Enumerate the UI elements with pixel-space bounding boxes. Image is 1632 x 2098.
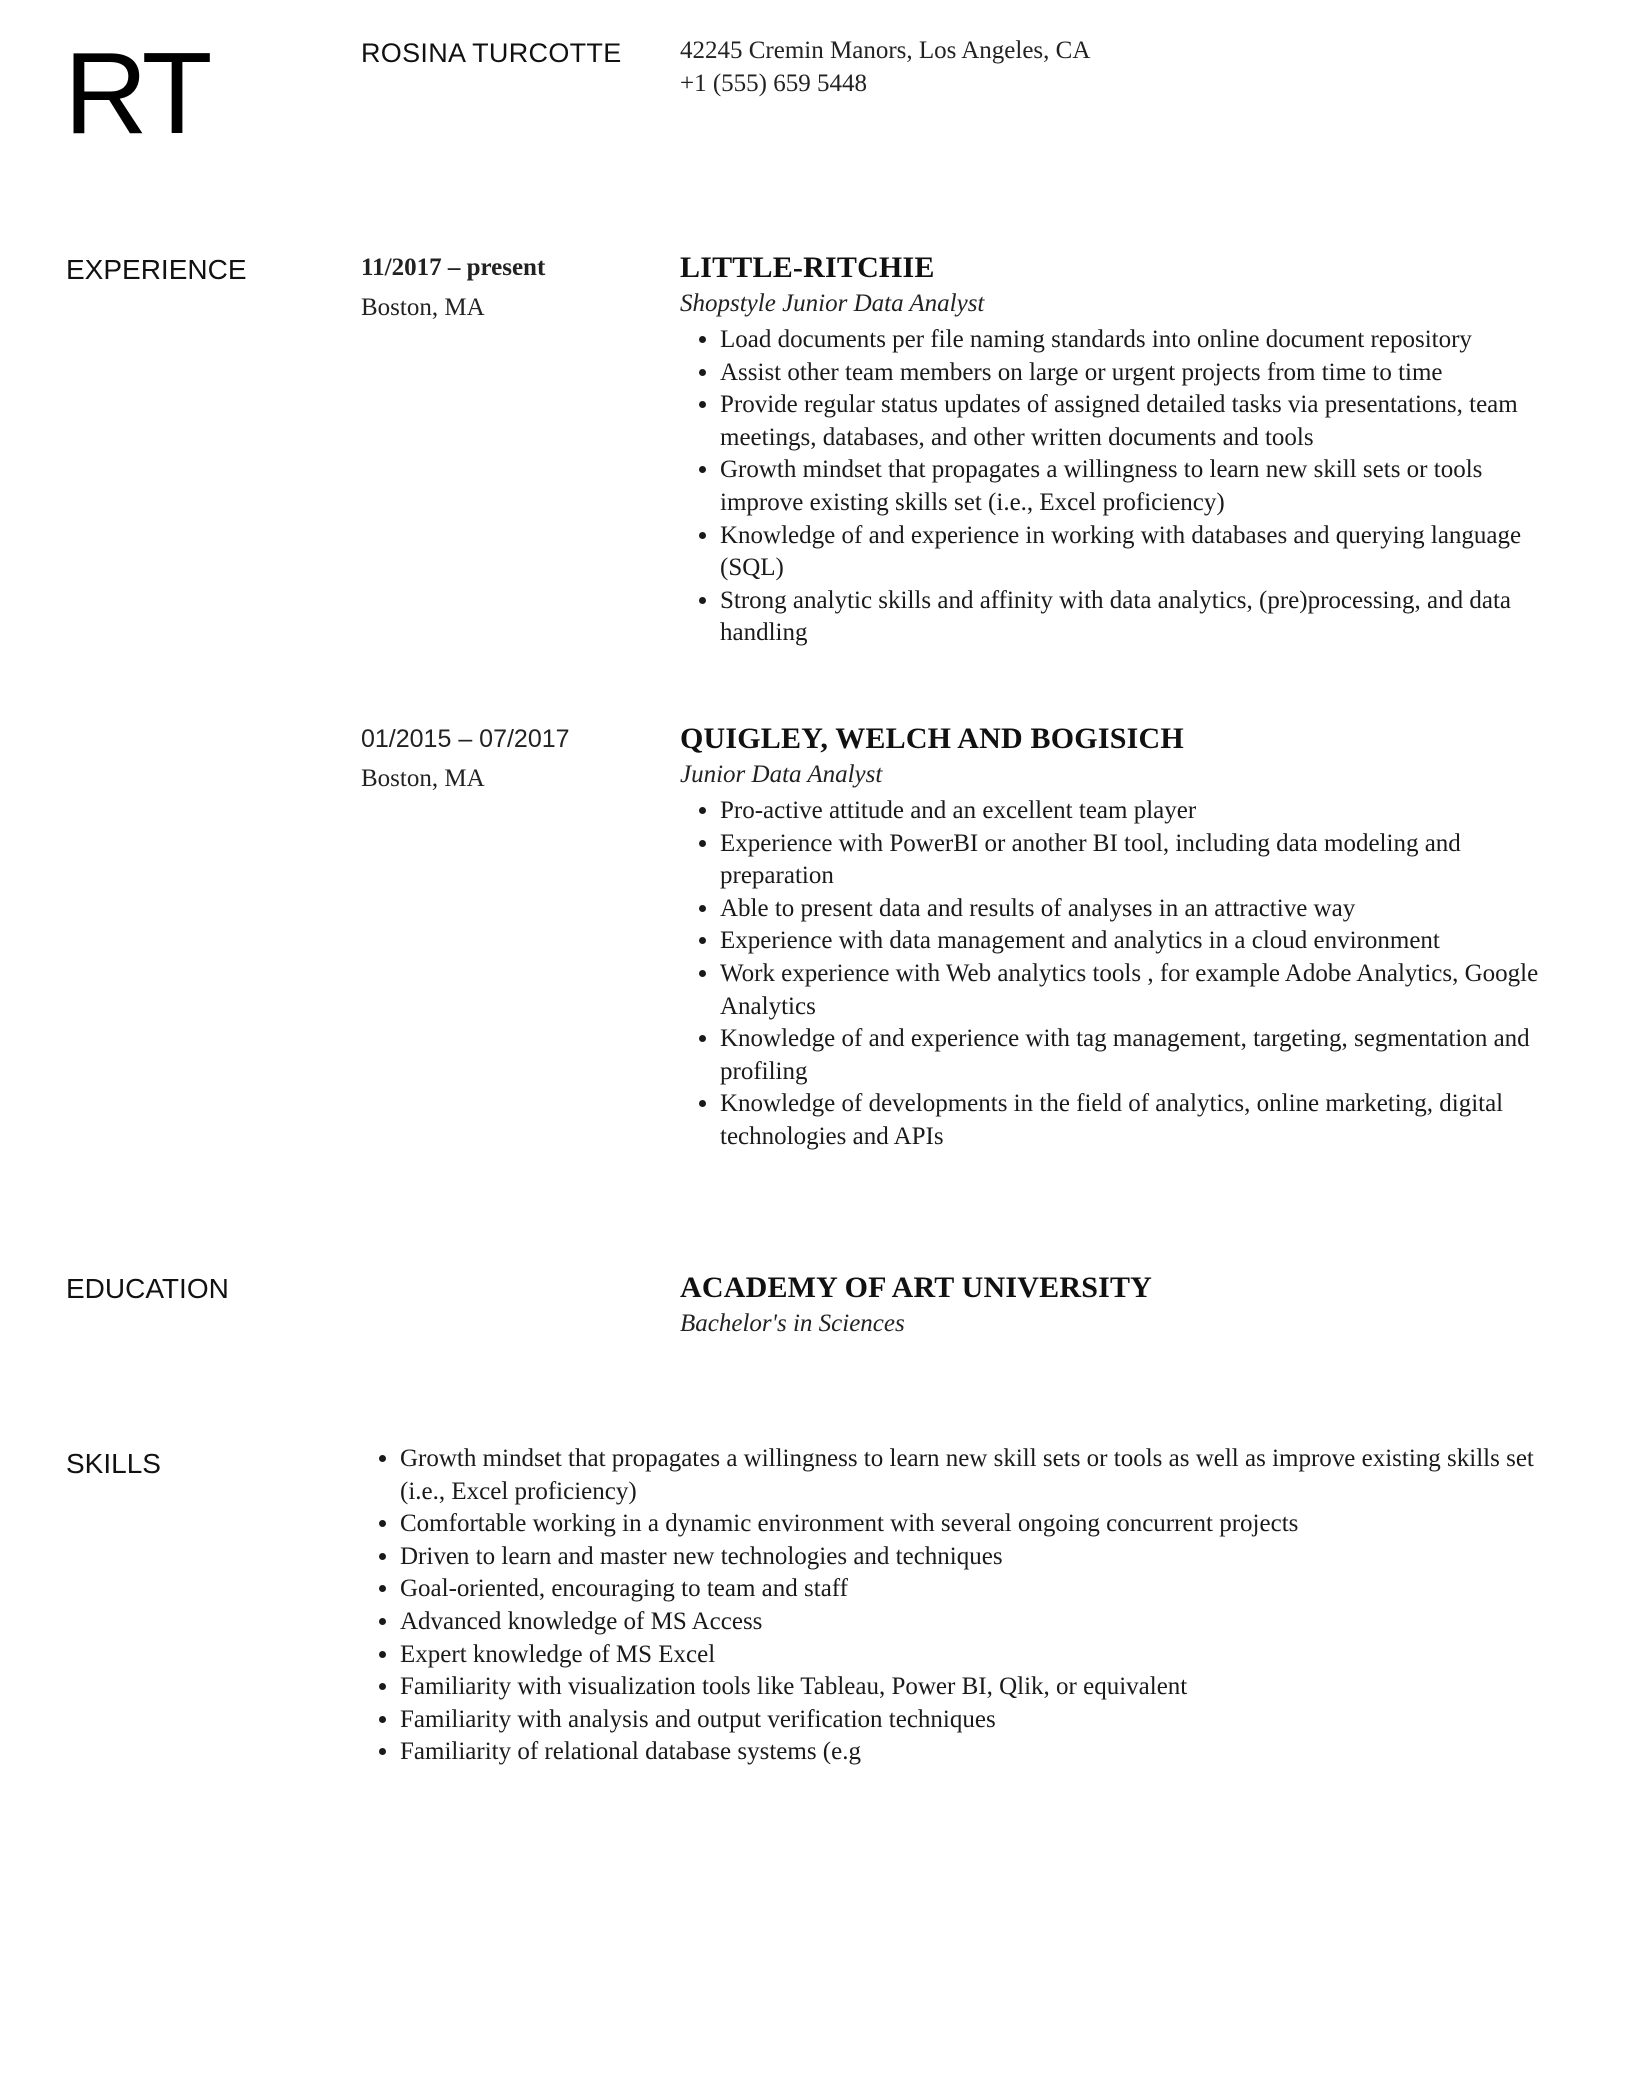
candidate-name: ROSINA TURCOTTE (361, 38, 622, 68)
contact-info (680, 34, 1090, 100)
list-item: • Work experience with Web analytics tools , for example Adobe Analytics, Google Analytics (720, 958, 1560, 1023)
list-item: • Familiarity with analysis and output verification techniques (400, 1704, 1560, 1737)
list-item: • Provide regular status updates of assigned detailed tasks via presentations, team meetings, databases, and other written documents and tools (720, 389, 1560, 454)
education-entry (680, 1269, 1560, 1340)
list-item: • Knowledge of and experience with tag management, targeting, segmentation and profiling (720, 1023, 1560, 1088)
list-item: • Load documents per file naming standards into online document repository (720, 324, 1560, 357)
monogram: RT (64, 28, 209, 158)
job-meta-2 (361, 720, 570, 800)
job-title: Junior Data Analyst (680, 761, 883, 788)
list-item: • Experience with PowerBI or another BI tool, including data modeling and preparation (720, 828, 1560, 893)
section-label-experience: EXPERIENCE (66, 254, 247, 285)
list-item: • Knowledge of and experience in working with databases and querying language (SQL) (720, 520, 1560, 585)
section-label-education: EDUCATION (66, 1273, 229, 1304)
list-item: • Advanced knowledge of MS Access (400, 1606, 1560, 1639)
company-name: LITTLE-RITCHIE (680, 251, 935, 284)
list-item: • Strong analytic skills and affinity with data analytics, (pre)processing, and data handling (720, 585, 1560, 650)
job-meta-1 (361, 249, 545, 329)
list-item: • Comfortable working in a dynamic environment with several ongoing concurrent projects (400, 1508, 1560, 1541)
list-item: • Goal-oriented, encouraging to team and staff (400, 1573, 1560, 1606)
phone: +1 (555) 659 5448 (680, 70, 867, 97)
job-dates: 11/2017 – present (361, 254, 546, 281)
list-item: • Growth mindset that propagates a willingness to learn new skill sets or tools improve existing skills set (i.e., Excel proficiency) (720, 454, 1560, 519)
company-name: QUIGLEY, WELCH AND BOGISICH (680, 722, 1184, 755)
skills-bullets (360, 1443, 1560, 1769)
job-bullets (680, 324, 1560, 650)
list-item: • Familiarity of relational database systems (e.g (400, 1736, 1560, 1769)
job-dates: 01/2015 – 07/2017 (361, 725, 570, 753)
list-item: • Growth mindset that propagates a willingness to learn new skill sets or tools as well as improve existing skills set (i.e., Excel proficiency) (400, 1443, 1560, 1508)
job-entry-2 (680, 720, 1560, 1154)
skills-list (360, 1443, 1560, 1769)
list-item: • Familiarity with visualization tools like Tableau, Power BI, Qlik, or equivalent (400, 1671, 1560, 1704)
list-item: • Assist other team members on large or urgent projects from time to time (720, 357, 1560, 390)
list-item: • Pro-active attitude and an excellent team player (720, 795, 1560, 828)
section-label-skills: SKILLS (66, 1448, 161, 1479)
job-location: Boston, MA (361, 765, 485, 792)
job-title: Shopstyle Junior Data Analyst (680, 290, 985, 317)
list-item: • Able to present data and results of analyses in an attractive way (720, 893, 1560, 926)
list-item: • Experience with data management and analytics in a cloud environment (720, 925, 1560, 958)
school-name: ACADEMY OF ART UNIVERSITY (680, 1271, 1153, 1304)
job-bullets (680, 795, 1560, 1154)
list-item: • Expert knowledge of MS Excel (400, 1639, 1560, 1672)
job-entry-1 (680, 249, 1560, 650)
job-location: Boston, MA (361, 294, 485, 321)
list-item: • Driven to learn and master new technologies and techniques (400, 1541, 1560, 1574)
address: 42245 Cremin Manors, Los Angeles, CA (680, 37, 1091, 64)
degree: Bachelor's in Sciences (680, 1310, 905, 1337)
list-item: • Knowledge of developments in the field of analytics, online marketing, digital technologies and APIs (720, 1088, 1560, 1153)
